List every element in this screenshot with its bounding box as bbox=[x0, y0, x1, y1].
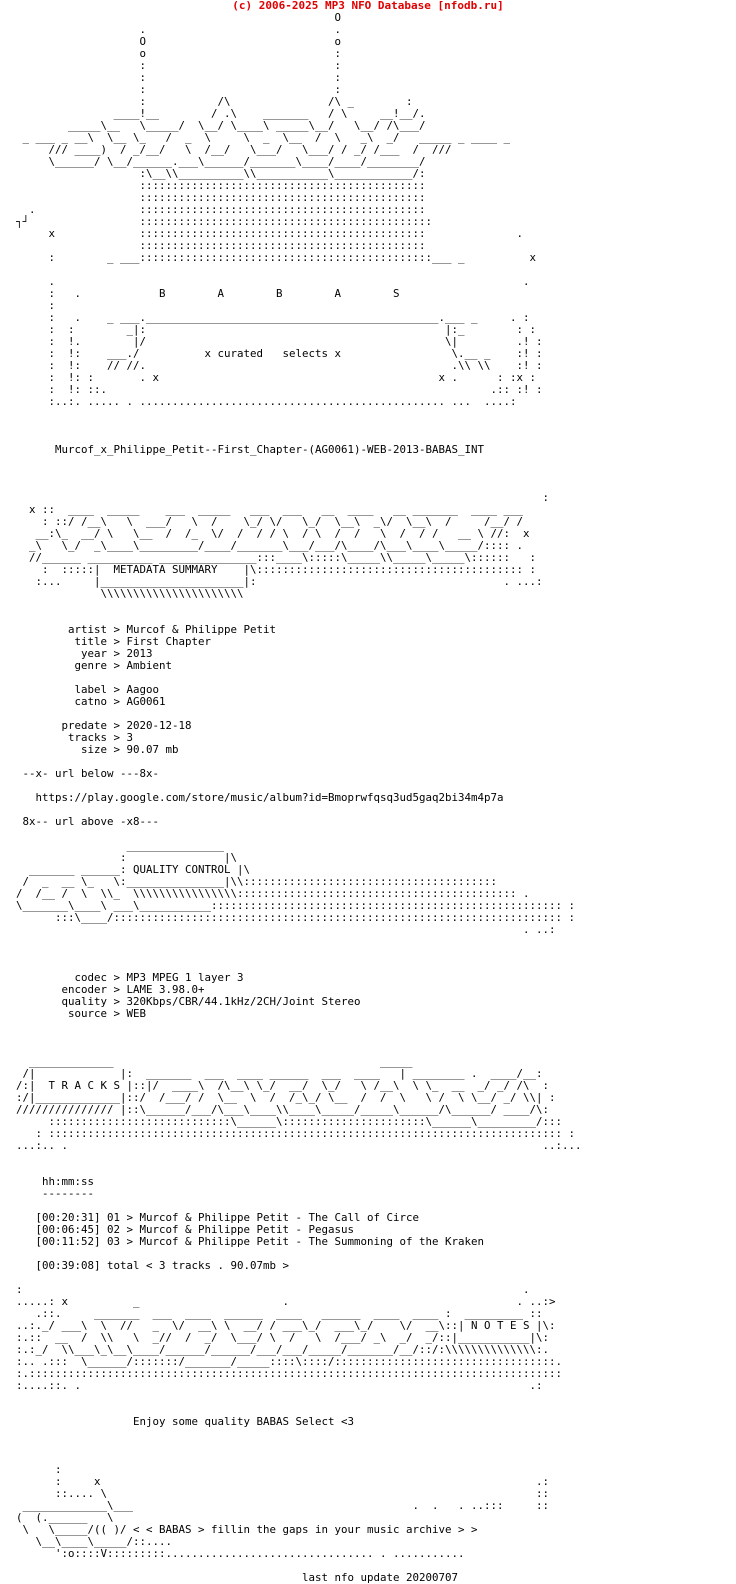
nfo-line: Murcof_x_Philippe_Petit--First_Chapter-(AG0061)-WEB-2013-BABAS_INT bbox=[16, 443, 485, 456]
nfo-line: : !: : . x x . : :x : bbox=[16, 371, 537, 384]
nfo-line: :\__\\__________\\___________\____________/: bbox=[16, 167, 426, 180]
nfo-line: source > WEB bbox=[16, 1007, 147, 1020]
nfo-line: [00:20:31] 01 > Murcof & Philippe Petit - The Call of Circe bbox=[16, 1211, 420, 1224]
nfo-line: /:| T R A C K S |::|/ ____\ /\__\ \_/ __/ \_/ \ /__\ \ \_ __ _/ _/ /\ : bbox=[16, 1079, 550, 1092]
nfo-line: label > Aagoo bbox=[16, 683, 160, 696]
nfo-line: __:\_ __/ \ \__ / /_ \/ / / / \ / \ / / \ / / / __ \ //: x bbox=[16, 527, 530, 540]
nfo-line: : : bbox=[16, 83, 342, 96]
nfo-line: :.:_/ \\___\_\__\____/______/______/___/___/_____/_______/__/::/:\\\\\\\\\\\\\\:. bbox=[16, 1343, 550, 1356]
nfo-line: : . B A B A S bbox=[16, 287, 400, 300]
nfo-line: : : _|: |:_ : : bbox=[16, 323, 537, 336]
source-banner: (c) 2006-2025 MP3 NFO Database [nfodb.ru] bbox=[232, 0, 504, 12]
nfo-line: ____!__ / .\ _______ / \ __!__/. bbox=[16, 107, 426, 120]
nfo-line: . :::::::::::::::::::::::::::::::::::::::::::: bbox=[16, 203, 426, 216]
nfo-line: : ::/ /__\ \ ___/ \ / \_/ \/ \_/ \__\ _\/ \__\ / /__/ / bbox=[16, 515, 524, 528]
nfo-line: :::::::::::::::::::::::::::::::::::::::::::: bbox=[16, 179, 426, 192]
nfo-line: _ ___ _ __\ \__ \_ / _ \ \ _ \__ / \ _\ _/ _____ _ ____ _ bbox=[16, 131, 511, 144]
nfo-line: ':o::::V:::::::::................................ . ........... bbox=[16, 1547, 465, 1560]
nfo-line: \______/ \__/______.___\______/_______\____/____/________/ bbox=[16, 155, 426, 168]
nfo-line: :::::::::::::::::::::::::::::::::::::::::::: bbox=[16, 191, 426, 204]
nfo-line: _____________\___ . . . ..::: :: bbox=[16, 1499, 550, 1512]
nfo-line: o : bbox=[16, 47, 342, 60]
nfo-line: ...:.. . ..:... bbox=[16, 1139, 582, 1152]
nfo-line: :..:. ..... . ............................................... ... ....: bbox=[16, 395, 517, 408]
nfo-line: /////////////// |::\______/___/\___\____\\____\_____/_____\______/\______/ ____/\: bbox=[16, 1103, 550, 1116]
nfo-line: / /__ / \ \\_ \\\\\\\\\\\\\\\\::::::::::::::::::::::::::::::::::::::::::: . bbox=[16, 887, 530, 900]
nfo-line: /// ____) / _/__/ \ /__/ \___/ \___/ / _/ /___ / /// bbox=[16, 143, 452, 156]
nfo-line: -------- bbox=[16, 1187, 95, 1200]
nfo-line: . . bbox=[16, 23, 342, 36]
nfo-line: ( (.______ \ bbox=[16, 1511, 114, 1524]
nfo-line: : !: ::. .:: :! : bbox=[16, 383, 543, 396]
nfo-line: hh:mm:ss bbox=[16, 1175, 95, 1188]
nfo-line: :... |______________________|: . ...: bbox=[16, 575, 543, 588]
nfo-line: .::. _______ ___ ____ ______ ____ ______ ____ ____ : _________ :: bbox=[16, 1307, 543, 1320]
nfo-line: /| |: _______ ___ ____ ______ ___ ____ | ________ . ____/__: bbox=[16, 1067, 543, 1080]
nfo-line: _______________ bbox=[16, 839, 225, 852]
nfo-line: _____\__ \_____/ \__/ \____\ _____\__/ \__/ /\___/ bbox=[16, 119, 426, 132]
nfo-line: \\\\\\\\\\\\\\\\\\\\\\ bbox=[16, 587, 244, 600]
nfo-line: . . bbox=[16, 275, 530, 288]
nfo-line: O o bbox=[16, 35, 342, 48]
nfo-line: predate > 2020-12-18 bbox=[16, 719, 192, 732]
nfo-line: : _ ___:::::::::::::::::::::::::::::::::::::::::::::___ _ x bbox=[16, 251, 537, 264]
nfo-line: O bbox=[16, 11, 342, 24]
nfo-line: : !: // //. .\\ \\ :! : bbox=[16, 359, 543, 372]
nfo-line: : . bbox=[16, 1283, 530, 1296]
nfo-line: //______ __________ _______________:::____\:::::\_____\\_____\_____\:::::: : bbox=[16, 551, 537, 564]
nfo-line: _______ ______: QUALITY CONTROL |\ bbox=[16, 863, 251, 876]
nfo-line: Enjoy some quality BABAS Select <3 bbox=[16, 1415, 355, 1428]
nfo-line: :.:::::::::::::::::::::::::::::::::::::::::::::::::::::::::::::::::::::::::::::::::: bbox=[16, 1367, 563, 1380]
nfo-line: : ::::::::::::::::::::::::::::::::::::::::::::::::::::::::::::::::::::::::::::::: : bbox=[16, 1127, 576, 1140]
nfo-line: encoder > LAME 3.98.0+ bbox=[16, 983, 205, 996]
nfo-line: : :::::| METADATA SUMMARY |\::::::::::::::::::::::::::::::::::::::::: : bbox=[16, 563, 537, 576]
nfo-line: _\ \_/ _\____\_________/____/_______\___/___/\____/\___\____\_____/:::: . bbox=[16, 539, 524, 552]
nfo-line: : /\ /\ _ : bbox=[16, 95, 413, 108]
nfo-line: :::\____/::::::::::::::::::::::::::::::::::::::::::::::::::::::::::::::::::::: : bbox=[16, 911, 576, 924]
nfo-line: ┐┘ ::::::::::::::::::::::::::::::::::::::::::::: bbox=[16, 215, 433, 228]
nfo-line: :....::. . .: bbox=[16, 1379, 543, 1392]
nfo-line: x :::::::::::::::::::::::::::::::::::::::::::: . bbox=[16, 227, 524, 240]
nfo-text-body bbox=[16, 12, 582, 1584]
nfo-line: . ..: bbox=[16, 923, 556, 936]
nfo-line: codec > MP3 MPEG 1 layer 3 bbox=[16, 971, 244, 984]
nfo-line: quality > 320Kbps/CBR/44.1kHz/2CH/Joint Stereo bbox=[16, 995, 361, 1008]
nfo-line: [00:39:08] total < 3 tracks . 90.07mb > bbox=[16, 1259, 290, 1272]
nfo-line: : bbox=[16, 1463, 62, 1476]
nfo-line: : !. |/ \| .! : bbox=[16, 335, 543, 348]
nfo-line: \__\____\_____/::.... bbox=[16, 1535, 173, 1548]
nfo-line: : : bbox=[16, 59, 342, 72]
nfo-line: : x .: bbox=[16, 1475, 550, 1488]
nfo-line: : . _ ___._____________________________________________.___ _ . : bbox=[16, 311, 530, 324]
nfo-line: : !: ___./ x curated selects x \.__ _ :! : bbox=[16, 347, 543, 360]
nfo-line: --x- url below ---8x- bbox=[16, 767, 160, 780]
nfo-line: \_______\____\ ___\___________:::::::::::::::::::::::::::::::::::::::::::::::::::::: : bbox=[16, 899, 576, 912]
nfo-line: :.. .::: \______/:::::::/_______/_____::::\::::/::::::::::::::::::::::::::::::::::. bbox=[16, 1355, 563, 1368]
nfo-line: x :: ____ _____ ___ _____ ___ ___ __ ____ __ _______ ____ ___ bbox=[16, 503, 530, 516]
nfo-line: 8x-- url above -x8--- bbox=[16, 815, 160, 828]
nfo-line: ::.... \ :: bbox=[16, 1487, 550, 1500]
nfo-line: title > First Chapter bbox=[16, 635, 212, 648]
nfo-line: https://play.google.com/store/music/album?id=Bmoprwfqsq3ud5gaq2bi34m4p7a bbox=[16, 791, 504, 804]
nfo-line: : |\ bbox=[16, 851, 238, 864]
nfo-line: : bbox=[16, 299, 56, 312]
nfo-line: : bbox=[16, 491, 550, 504]
nfo-line: :::::::::::::::::::::::::::::::::::::::::::: bbox=[16, 239, 426, 252]
nfo-line: : : bbox=[16, 71, 342, 84]
nfo-line: \ \_____/(( )/ < < BABAS > fillin the gaps in your music archive > > bbox=[16, 1523, 478, 1536]
nfo-line: [00:06:45] 02 > Murcof & Philippe Petit - Pegasus bbox=[16, 1223, 355, 1236]
nfo-line: last nfo update 20200707 bbox=[16, 1571, 459, 1584]
nfo-line: ::::::::::::::::::::::::::::\______\::::::::::::::::::::::\______\_________/::: bbox=[16, 1115, 563, 1128]
nfo-line: tracks > 3 bbox=[16, 731, 134, 744]
nfo-line: _____________ _____ bbox=[16, 1055, 413, 1068]
nfo-line: genre > Ambient bbox=[16, 659, 173, 672]
nfo-line: :/|_____________|::/ /___/ / \__ \ / /_\_/ \__ / / \ \ / \ \__/ _/ \\| : bbox=[16, 1091, 556, 1104]
nfo-line: ..:._/ ___\ \ // _ \/ __\ \ __/ / ___\_/ ___\_/ \/ __\::| N O T E S |\: bbox=[16, 1319, 556, 1332]
nfo-line: size > 90.07 mb bbox=[16, 743, 179, 756]
nfo-line: .....: x _ . . ..:> bbox=[16, 1295, 556, 1308]
nfo-line: :.:: __ / \\ \ _// / _/ \___/ \ / \ /___/ _\ _/ _/::|___________|\: bbox=[16, 1331, 550, 1344]
nfo-line: catno > AG0061 bbox=[16, 695, 166, 708]
nfo-line: [00:11:52] 03 > Murcof & Philippe Petit - The Summoning of the Kraken bbox=[16, 1235, 485, 1248]
nfo-line: / _ __ \_ \:_______________|\\::::::::::::::::::::::::::::::::::::::: bbox=[16, 875, 498, 888]
nfo-line: year > 2013 bbox=[16, 647, 153, 660]
nfo-line: artist > Murcof & Philippe Petit bbox=[16, 623, 277, 636]
